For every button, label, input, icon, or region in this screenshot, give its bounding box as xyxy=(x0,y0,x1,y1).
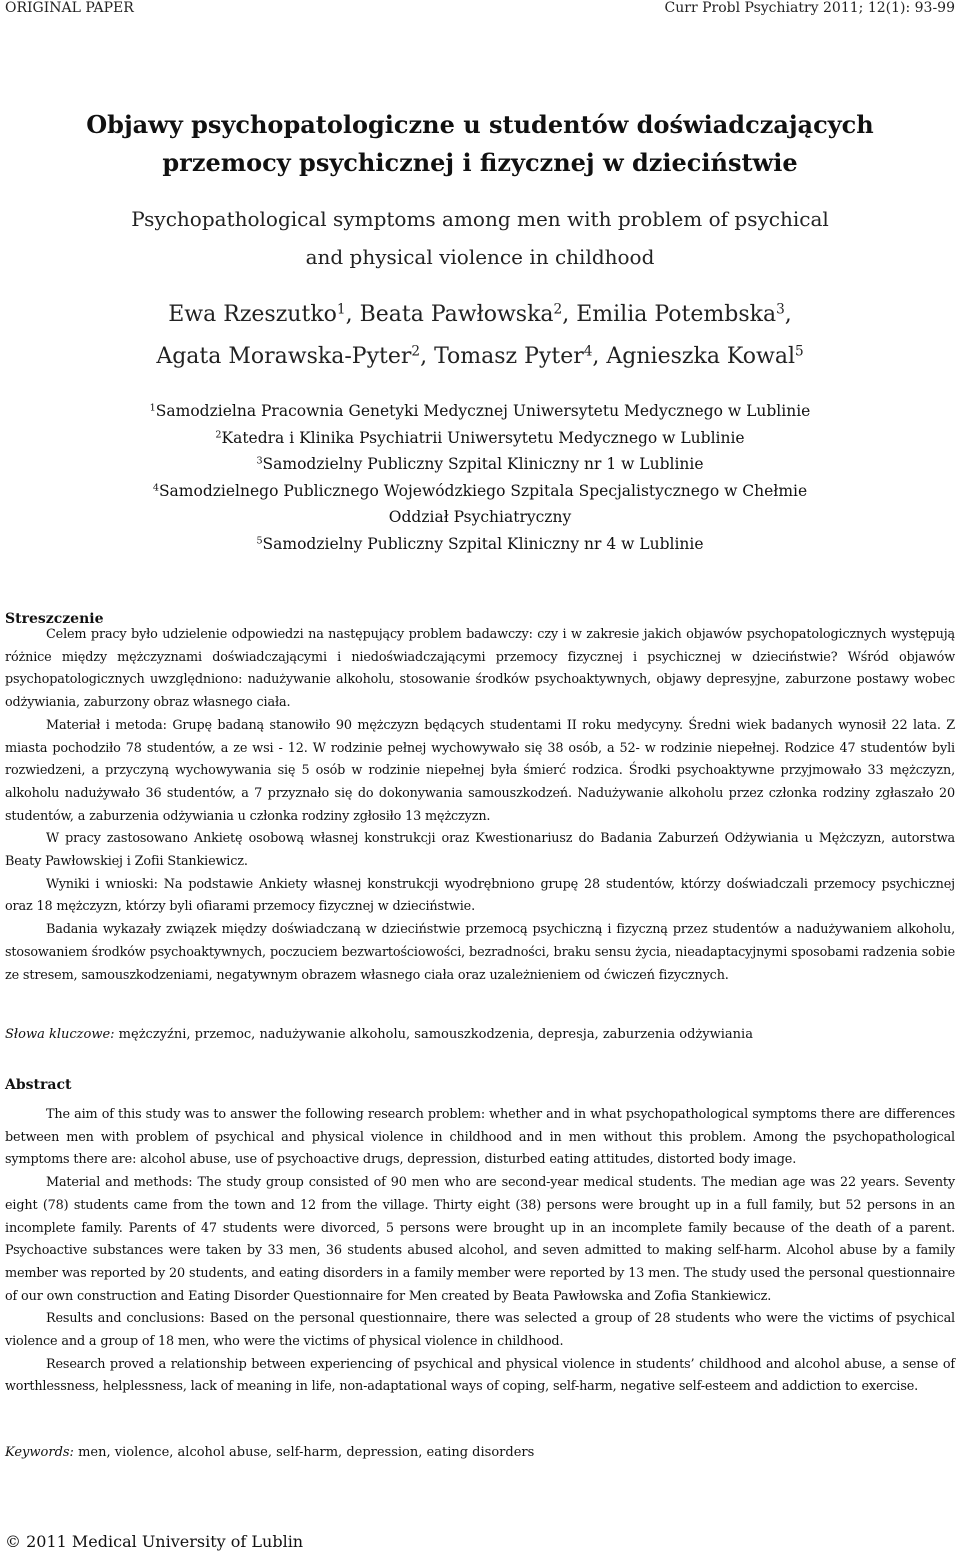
affiliation-item: $^2$Katedra i Klinika Psychiatrii Uniwersytetu Medycznego w Lublinie xyxy=(215,428,745,447)
abstract-heading: Abstract xyxy=(5,1077,72,1093)
author-affiliation-mark: 4 xyxy=(583,343,593,360)
copyright-icon: © xyxy=(5,1532,21,1551)
author-list xyxy=(0,294,960,378)
copyright-footer xyxy=(5,1532,303,1551)
affiliation-item: $^3$Samodzielny Publiczny Szpital Kliniczny nr 1 w Lublinie xyxy=(256,455,704,474)
affiliations xyxy=(0,398,960,558)
english-keywords xyxy=(5,1443,955,1463)
abstract-paragraph: Research proved a relationship between experiencing of psychical and physical violence in students’ childhood and alcohol abuse, a sense of worthlessness, helplessness, lack of meaning in life, non-adaptational ways of coping, self-harm, negative self-esteem and addiction to exercise. xyxy=(5,1356,955,1395)
author-name: Agata Morawska-Pyter xyxy=(156,344,412,369)
paper-title-english xyxy=(0,200,960,276)
keywords-label: Słowa kluczowe: xyxy=(5,1027,115,1042)
affiliation-item: $^5$Samodzielny Publiczny Szpital Kliniczny nr 4 w Lublinie xyxy=(256,534,704,553)
article-type-label: ORIGINAL PAPER xyxy=(5,0,134,16)
affiliation-item: $^1$Samodzielna Pracownia Genetyki Medycznej Uniwersytetu Medycznego w Lublinie xyxy=(149,402,811,420)
author-name: Ewa Rzeszutko xyxy=(168,302,337,327)
streszczenie-paragraph: Badania wykazały związek między doświadczaną w dzieciństwie przemocą psychiczną i fizyczną przez studentów a nadużywaniem alkoholu, stosowaniem środków psychoaktywnych, poczuciem bezwartościowości, bezradności, braku sensu życia, nieadaptacyjnymi sposobami radzenia sobie ze stresem, samouszkodzeniami, negatywnym obrazem własnego ciała oraz uzależnieniem od ćwiczeń fizycznych. xyxy=(5,922,955,983)
streszczenie-paragraph: Wyniki i wnioski: Na podstawie Ankiety własnej konstrukcji wyodrębniono grupę 28 studentów, którzy doświadczali przemocy psychicznej oraz 18 mężczyzn, którzy byli ofiarami przemocy fizycznej w dzieciństwie. xyxy=(5,876,955,915)
author-name: Emilia Potembska xyxy=(576,302,777,327)
author-affiliation-mark: 5 xyxy=(795,343,804,360)
polish-keywords xyxy=(5,1025,955,1045)
author-line-2: Agata Morawska-Pyter$^2$, Tomasz Pyter$^4$, Agnieszka Kowal$^5$ xyxy=(156,343,804,369)
title-line-1: Objawy psychopatologiczne u studentów doświadczających xyxy=(86,110,874,139)
abstract-paragraph: Results and conclusions: Based on the personal questionnaire, there was selected a group of 28 students who were the victims of psychical violence and a group of 18 men, who were the victims of physical violence in childhood. xyxy=(5,1311,955,1350)
affiliation-item: $^4$Samodzielnego Publicznego Wojewódzkiego Szpitala Specjalistycznego w Chełmie xyxy=(152,481,808,500)
streszczenie-paragraph: Materiał i metoda: Grupę badaną stanowiło 90 mężczyzn będących studentami II roku medycyny. Średni wiek badanych wynosił 22 lata. Z miasta pochodziło 78 studentów, a ze wsi - 12. W rodzinie pełnej wychowywało się 38 osób, a 52- w rodzinie niepełnej. Rodzice 47 studentów byli rozwiedzeni, a przyczyną wychowywania się 5 osób w rodzinie niepełnej była śmierć rodzica. Środki psychoaktywne przyjmowało 33 mężczyzn, alkoholu nadużywało 36 studentów, a 7 przyznało się do dokonywania samouszkodzeń. Nadużywanie alkoholu przez członka rodziny zgłaszało 20 studentów, a zaburzenia odżywiania u członka rodziny zgłosiło 13 mężczyzn. xyxy=(5,717,955,824)
paper-title-polish xyxy=(0,106,960,182)
author-name: Beata Pawłowska xyxy=(359,302,554,327)
title-line-2: przemocy psychicznej i fizycznej w dzieciństwie xyxy=(162,148,798,177)
streszczenie-body xyxy=(5,624,955,987)
streszczenie-heading: Streszczenie xyxy=(5,611,104,627)
subtitle-line-2: and physical violence in childhood xyxy=(305,245,655,269)
abstract-body xyxy=(5,1104,955,1399)
author-affiliation-mark: 2 xyxy=(411,343,421,360)
author-affiliation-mark: 1 xyxy=(336,301,346,318)
affiliation-item: Oddział Psychiatryczny xyxy=(388,508,572,527)
keywords-label: Keywords: xyxy=(5,1445,74,1460)
streszczenie-paragraph: Celem pracy było udzielenie odpowiedzi na następujący problem badawczy: czy i w zakresie jakich objawów psychopatologicznych występują różnice między mężczyznami doświadczającymi i niedoświadczającymi przemocy fizycznej i psychicznej w dzieciństwie? Wśród objawów psychopatologicznych uwzględniono: nadużywanie alkoholu, stosowanie środków psychoaktywnych, objawy depresyjne, zaburzone postawy wobec odżywiania, zaburzony obraz własnego ciała. xyxy=(5,627,955,711)
abstract-paragraph: The aim of this study was to answer the following research problem: whether and in what psychopathological symptoms there are differences between men with problem of psychical and physical violence in childhood and in men without this problem. Among the psychopathological symptoms there are: alcohol abuse, use of psychoactive drugs, depression, disturbed eating attitudes, distorted body image. xyxy=(5,1107,955,1168)
abstract-paragraph: Material and methods: The study group consisted of 90 men who are second-year medical students. The median age was 22 years. Seventy eight (78) students came from the town and 12 from the village. Thirty eight (38) persons were brought up in a full family, but 52 persons in an incomplete family. Parents of 47 students were divorced, 5 persons were brought up in an incomplete family because of the death of a parent. Psychoactive substances were taken by 33 men, 36 students abused alcohol, and seven admitted to making self-harm. Alcohol abuse by a family member was reported by 20 students, and eating disorders in a family member were reported by 13 men. The study used the personal questionnaire of our own construction and Eating Disorder Questionnaire for Men created by Beata Pawłowska and Zofia Stankiewicz. xyxy=(5,1175,955,1304)
author-affiliation-mark: 2 xyxy=(553,301,563,318)
copyright-text: 2011 Medical University of Lublin xyxy=(26,1532,304,1551)
keywords-text: mężczyźni, przemoc, nadużywanie alkoholu, samouszkodzenia, depresja, zaburzenia odżywiania xyxy=(118,1027,753,1042)
author-name: Agnieszka Kowal xyxy=(606,344,795,369)
running-header xyxy=(5,0,955,22)
subtitle-line-1: Psychopathological symptoms among men with problem of psychical xyxy=(131,207,829,231)
author-name: Tomasz Pyter xyxy=(434,344,584,369)
journal-citation: Curr Probl Psychiatry 2011; 12(1): 93-99 xyxy=(664,0,955,16)
author-line-1: Ewa Rzeszutko$^1$, Beata Pawłowska$^2$, Emilia Potembska$^3$, xyxy=(168,301,792,327)
keywords-text: men, violence, alcohol abuse, self-harm, depression, eating disorders xyxy=(78,1445,535,1460)
author-affiliation-mark: 3 xyxy=(776,301,785,318)
streszczenie-paragraph: W pracy zastosowano Ankietę osobową własnej konstrukcji oraz Kwestionariusz do Badania Zaburzeń Odżywiania u Mężczyzn, autorstwa Beaty Pawłowskiej i Zofii Stankiewicz. xyxy=(5,831,955,870)
